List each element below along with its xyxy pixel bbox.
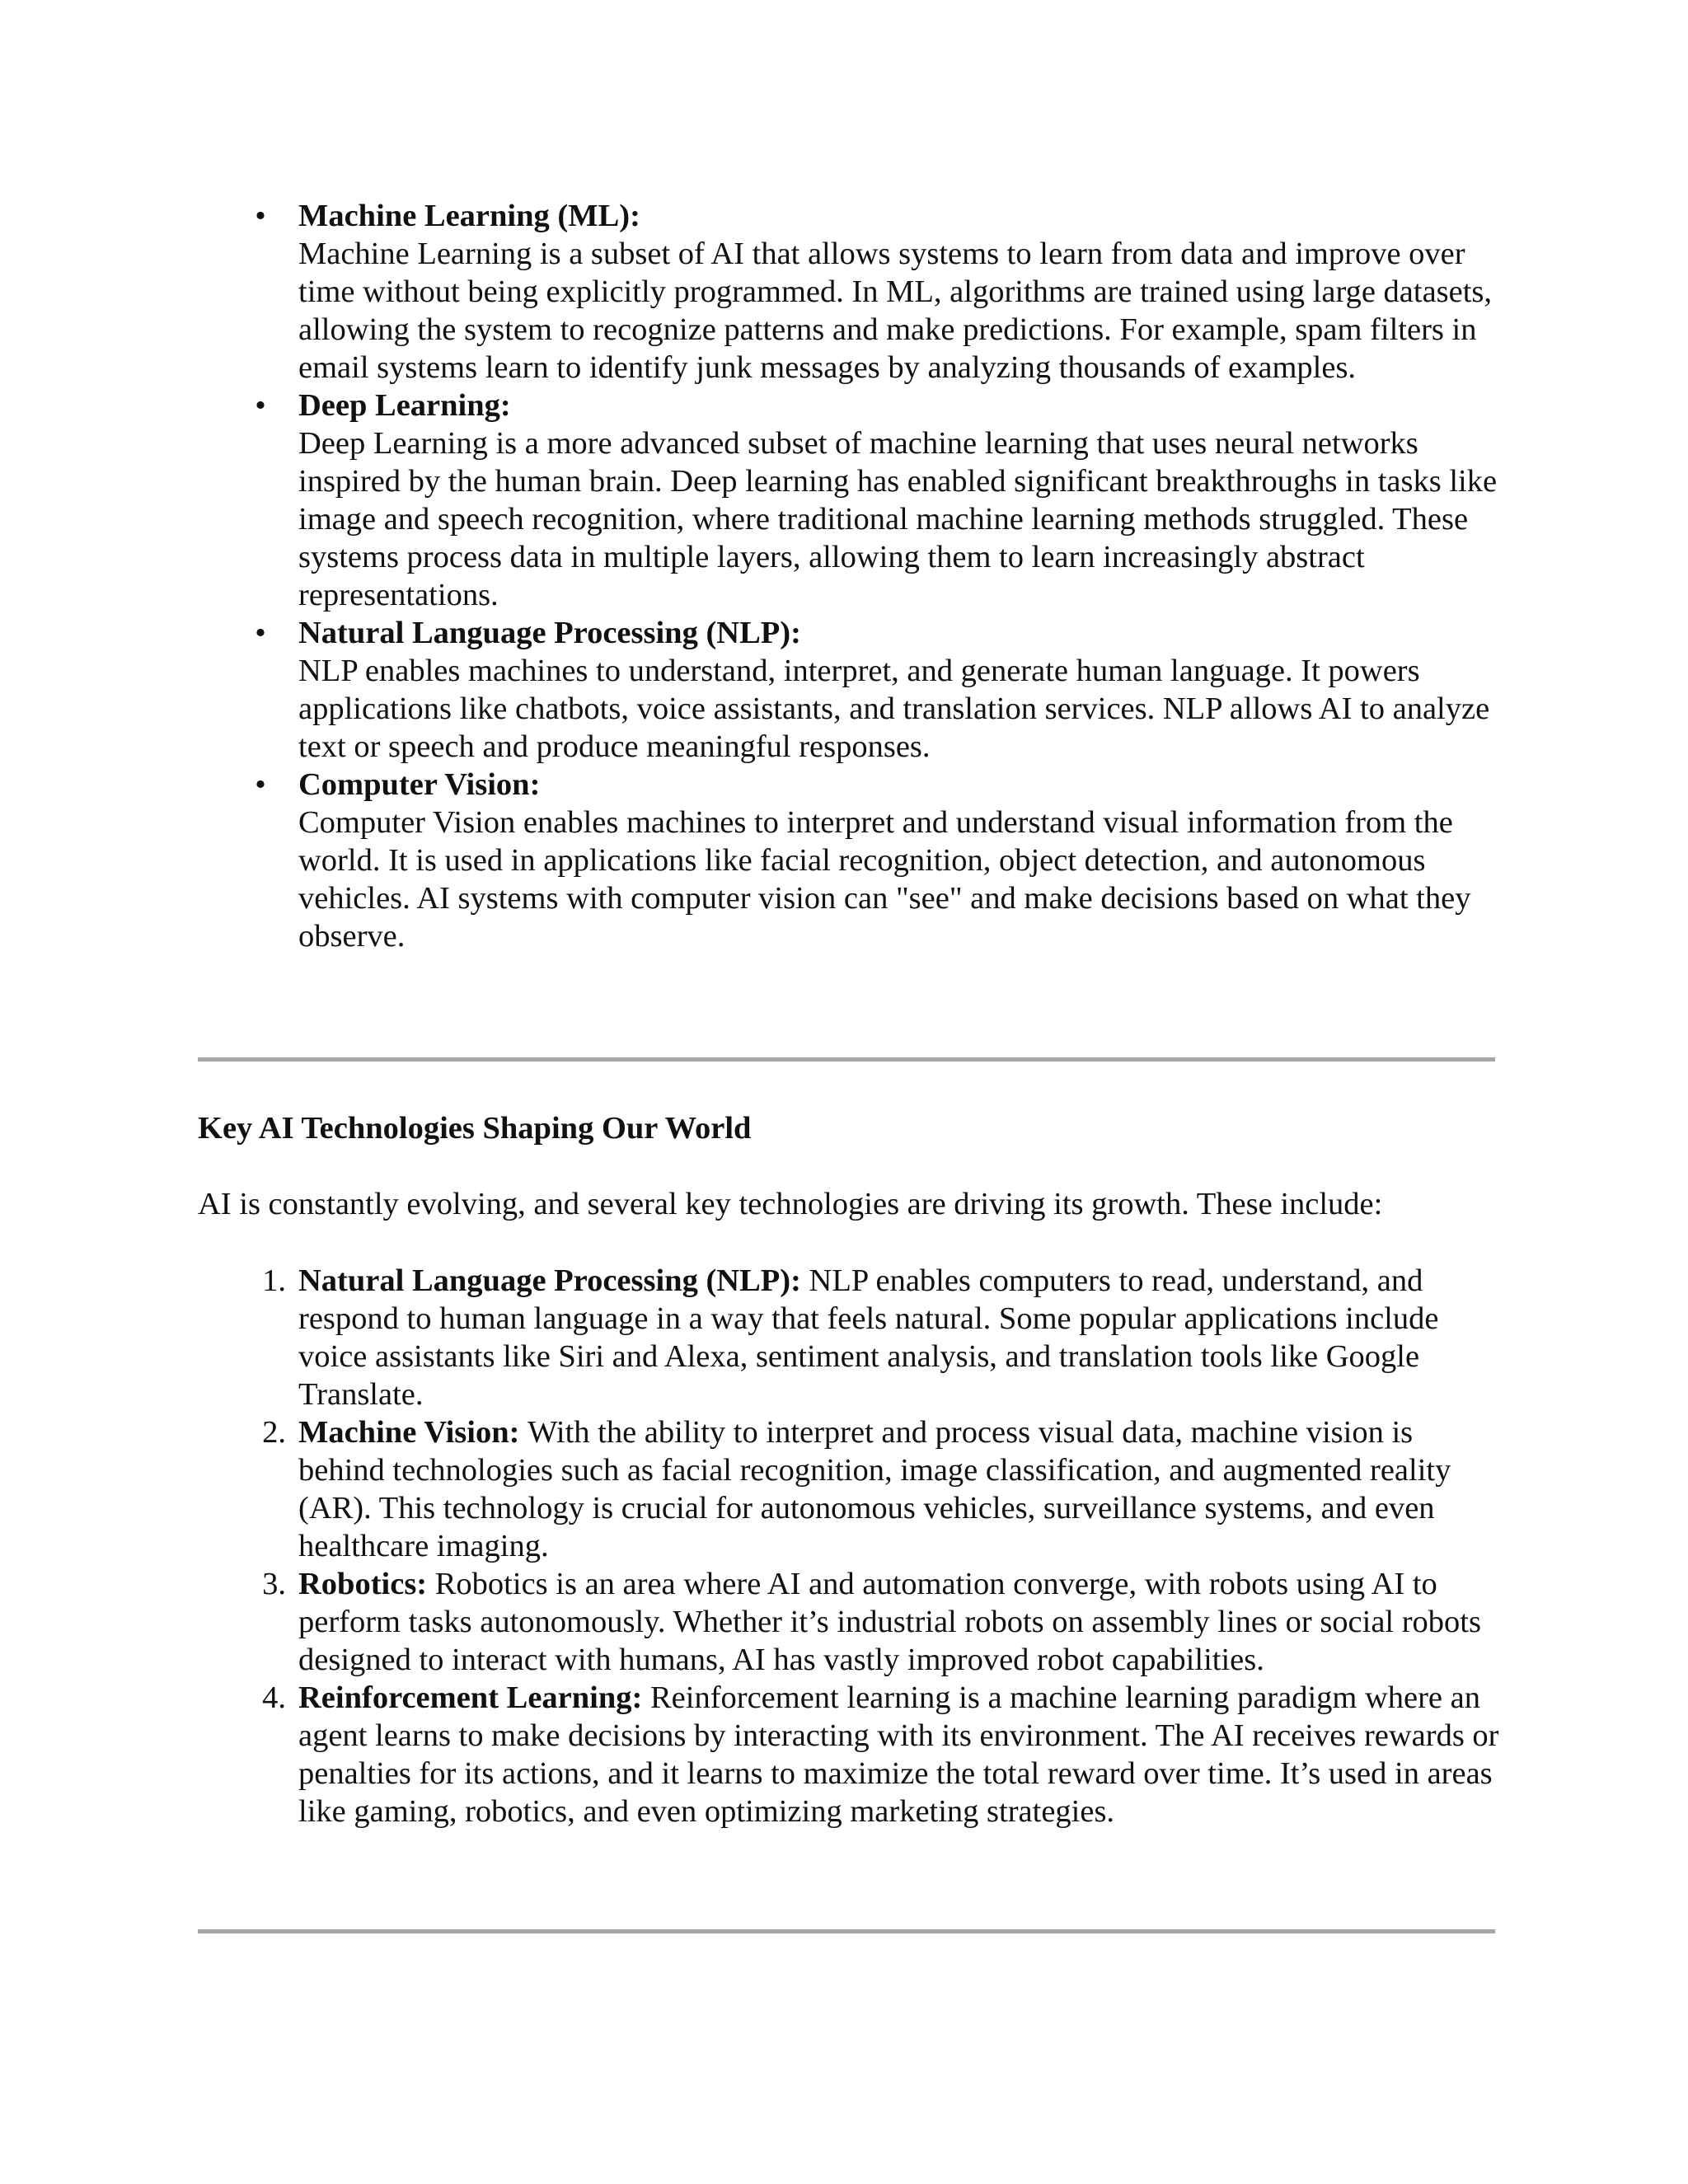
item-description: NLP enables computers to read, understand, and respond to human language in a way that feels natural. Some popular applications include voice assistants like Siri and Alexa, sentiment analysis, and translation tools like Google Translate. xyxy=(298,1263,1439,1412)
item-description: Computer Vision enables machines to interpret and understand visual information from the world. It is used in applications like facial recognition, object detection, and autonomous vehicles. AI systems with computer vision can "see" and make decisions based on what they observe. xyxy=(298,805,1471,954)
item-number: 1. xyxy=(262,1263,286,1298)
bullet-marker: • xyxy=(255,767,266,802)
bullet-marker: • xyxy=(255,616,266,650)
list-item xyxy=(262,1262,1502,1413)
item-term: Natural Language Processing (NLP): xyxy=(298,1263,809,1298)
item-description: Deep Learning is a more advanced subset of machine learning that uses neural networks inspired by the human brain. Deep learning has enabled significant breakthroughs in tasks like image and speech recognition, where traditional machine learning methods struggled. These systems process data in multiple layers, allowing them to learn increasingly abstract representations. xyxy=(298,426,1498,612)
item-description: Reinforcement learning is a machine learning paradigm where an agent learns to make decisions by interacting with its environment. The AI receives rewards or penalties for its actions, and it learns to maximize the total reward over time. It’s used in areas like gaming, robotics, and even optimizing marketing strategies. xyxy=(298,1680,1499,1829)
item-description: Machine Learning is a subset of AI that allows systems to learn from data and improve over time without being explicitly programmed. In ML, algorithms are trained using large datasets, allowing the system to recognize patterns and make predictions. For example, spam filters in email systems learn to identify junk messages by analyzing thousands of examples. xyxy=(298,237,1493,385)
bullet-marker: • xyxy=(255,199,266,233)
item-number: 4. xyxy=(262,1680,286,1715)
item-number: 3. xyxy=(262,1567,286,1601)
item-description: With the ability to interpret and process visual data, machine vision is behind technologies such as facial recognition, image classification, and augmented reality (AR). This technology is crucial for autonomous vehicles, surveillance systems, and even healthcare imaging. xyxy=(298,1415,1451,1563)
list-item xyxy=(255,766,1502,955)
item-term: Deep Learning: xyxy=(298,388,511,423)
item-term: Natural Language Processing (NLP): xyxy=(298,616,801,650)
item-term: Computer Vision: xyxy=(298,767,541,802)
item-term: Reinforcement Learning: xyxy=(298,1680,650,1715)
item-term: Robotics: xyxy=(298,1567,435,1601)
list-item xyxy=(262,1565,1502,1679)
horizontal-divider xyxy=(198,1929,1495,1933)
item-description: NLP enables machines to understand, interpret, and generate human language. It powers applications like chatbots, voice assistants, and translation services. NLP allows AI to analyze text or speech and produce meaningful responses. xyxy=(298,654,1490,764)
section-intro: AI is constantly evolving, and several key technologies are driving its growth. These include: xyxy=(198,1187,1383,1221)
item-number: 2. xyxy=(262,1415,286,1450)
bullet-marker: • xyxy=(255,388,266,423)
technology-numbered-list xyxy=(262,1262,1502,1830)
concept-bullet-list xyxy=(255,197,1502,955)
item-term: Machine Vision: xyxy=(298,1415,528,1450)
horizontal-divider xyxy=(198,1057,1495,1062)
list-item xyxy=(255,614,1502,766)
list-item xyxy=(255,197,1502,387)
list-item xyxy=(262,1679,1502,1830)
list-item xyxy=(255,387,1502,614)
item-description: Robotics is an area where AI and automation converge, with robots using AI to perform tasks autonomously. Whether it’s industrial robots on assembly lines or social robots designed to interact with humans, AI has vastly improved robot capabilities. xyxy=(298,1567,1481,1677)
list-item xyxy=(262,1413,1502,1565)
item-term: Machine Learning (ML): xyxy=(298,199,640,233)
section-heading: Key AI Technologies Shaping Our World xyxy=(198,1111,752,1146)
